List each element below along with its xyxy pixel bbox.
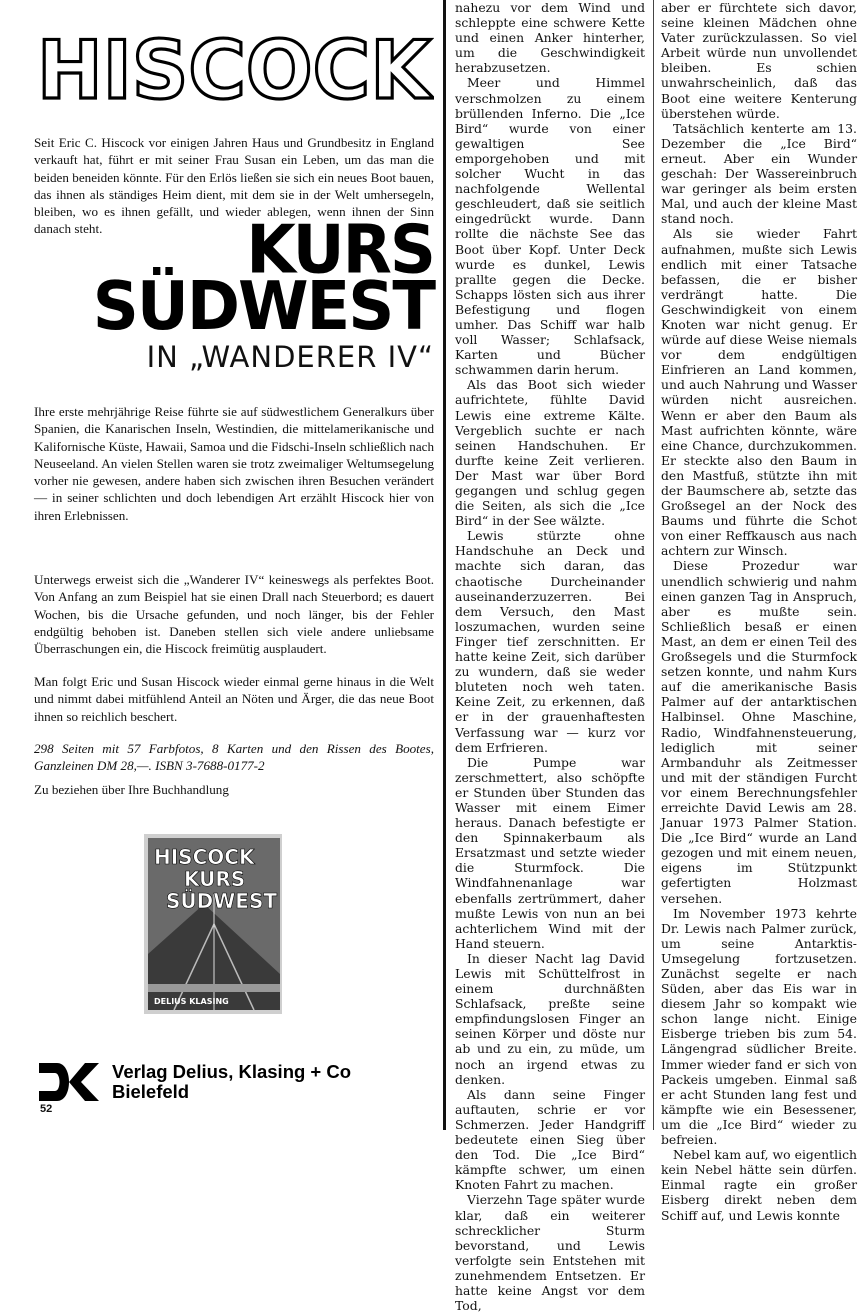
column-1-para-1: nahezu vor dem Wind und schleppte eine schwere Kette und einen Anker hinterher, um die Geschwindigkeit herabzusetzen. — [455, 0, 645, 76]
column-1-para-8: Vierzehn Tage später wurde klar, daß ein weiterer schrecklicher Sturm bevorstand, und Lewis verfolgte sein Entstehen mit zunehmendem Entsetzen. Er hatte keine Angst vor dem Tod, — [455, 1192, 645, 1313]
column-1-para-7: Als dann seine Finger auftauten, schrie er vor Schmerzen. Jeder Handgriff bedeutete einen Sieg über den Tod. Die „Ice Bird“ kämpfte schwer, um einen Knoten Fahrt zu machen. — [455, 1086, 645, 1193]
book-cover-publisher: DELIUS KLASING — [154, 997, 229, 1006]
description-paragraph-2: Unterwegs erweist sich die „Wanderer IV“ keineswegs als perfektes Boot. Von Anfang an zum Beispiel hat sie einen Drall nach Steuerbord; es dauert Wochen, bis die Ursache gefunden, und noch länger, bis der Fehler endgültig behoben ist. Daneben stellen sich viele andere unliebsame Überraschungen ein, die Hiscock freimütig ausplaudert. — [34, 572, 434, 657]
article-column-2 — [661, 0, 857, 1223]
book-specs: 298 Seiten mit 57 Farbfotos, 8 Karten und den Rissen des Bootes, Ganzleinen DM 28,—. ISBN 3-7688-0177-2 — [34, 741, 434, 774]
book-cover-line-1: HISCOCK — [154, 845, 255, 869]
description-paragraph-1: Ihre erste mehrjährige Reise führte sie auf südwestlichem Generalkurs über Spanien, die Kanarischen Inseln, Westindien, die mittelamerikanische und Kalifornische Küste, Hawaii, Samoa und die Fidschi-Inseln schließlich nach Neuseeland. An vielen Stellen waren sie trotz zweimaliger Weltumsegelung vorher nie gewesen, andere haben sich zwischen ihren Besuchen verändert — in seiner schlichten und doch lebendigen Art erzählt Hiscock hier von ihren Erlebnissen. — [34, 404, 434, 523]
column-1-para-2: Meer und Himmel verschmolzen zu einem brüllenden Inferno. Die „Ice Bird“ wurde von einer gewaltigen See emporgehoben und mit solcher Wucht in das nachfolgende Wellental geschleudert, daß sie seitlich eingedrückt wurde. Dann rollte die nächste See das Boot über Kopf. Unter Deck wurde es dunkel, Lewis prallte gegen die Decke. Schapps lösten sich aus ihrer Befestigung und flogen umher. Das Schiff war halb voll Wasser; Schlafsack, Karten und Bücher schwammen darin herum. — [455, 75, 645, 378]
column-divider — [653, 0, 654, 1130]
column-2-para-2: Tatsächlich kenterte am 13. Dezember die „Ice Bird“ erneut. Aber ein Wunder geschah: Der Wassereinbruch war geringer als beim ersten Mal, und auch der kleine Mast stand noch. — [661, 120, 857, 227]
book-subtitle: IN „WANDERER IV“ — [146, 340, 434, 374]
page-number: 52 — [40, 1103, 53, 1115]
book-title-line-2: SÜDWEST — [92, 268, 434, 346]
book-cover-line-2: KURS — [184, 867, 246, 891]
book-title-line-1: KURS — [246, 211, 434, 290]
publisher-line-1: Verlag Delius, Klasing + Co — [112, 1061, 352, 1082]
description-paragraph-3: Man folgt Eric und Susan Hiscock wieder einmal gerne hinaus in die Welt und nimmt dabei mitfühlend Anteil an Nöten und Ärger, die das neue Boot ihnen so reichlich beschert. — [34, 674, 434, 724]
column-1-para-3: Als das Boot sich wieder aufrichtete, fühlte David Lewis eine extreme Kälte. Vergeblich suchte er nach seinen Handschuhen. Er durfte keine Zeit verlieren. Der Mast war über Bord gegangen und schlug gegen die Seiten, als sich die „Ice Bird“ in der See wälzte. — [455, 377, 645, 529]
advertisement — [34, 0, 434, 1130]
publisher-name — [112, 1062, 432, 1102]
vertical-rule — [443, 0, 446, 1130]
book-cover-image — [144, 834, 282, 1014]
book-cover-line-3: SÜDWEST — [166, 889, 278, 913]
book-title — [34, 211, 434, 346]
column-1-para-6: In dieser Nacht lag David Lewis mit Schüttelfrost in einem durchnäßten Schlafsack, preßte seine empfindungslosen Finger an seinen Körper und döste nur ab und zu ein, zu müde, um noch an irgend etwas zu denken. — [455, 950, 645, 1087]
column-1-para-5: Die Pumpe war zerschmettert, also schöpfte er Stunden über Stunden das Wasser mit einem Eimer heraus. Danach befestigte er den Spinnakerbaum als Ersatzmast und setzte wieder die Sturmfock. Die Windfahnenanlage war ebenfalls zertrümmert, daher mußte Lewis von nun an bei achterlichem Wind mit der Hand steuern. — [455, 754, 645, 951]
hiscock-logo-title — [34, 30, 434, 108]
column-2-para-3: Als sie wieder Fahrt aufnahmen, mußte sich Lewis endlich mit einer Tatsache befassen, die er bisher verdrängt hatte. Die Geschwindigkeit von einem Knoten war nicht genug. Er würde auf diese Weise niemals vor dem endgültigen Einfrieren an Land kommen, und auch Nahrung und Wasser würden nicht ausreichen. Wenn er aber den Baum als Mast aufrichten könnte, wäre eine Chance, durchzukommen. Er steckte also den Baum in den Mastfuß, stützte ihn mit der Baumschere ab, setzte das Großsegel an der Nock des Baums und führte die Schot von einer Reffkausch aus nach achtern zur Winsch. — [661, 226, 857, 559]
publisher-line-2: Bielefeld — [112, 1081, 190, 1102]
column-1-para-4: Lewis stürzte ohne Handschuhe an Deck und machte sich daran, das chaotische Durcheinander auseinanderzuzerren. Bei dem Versuch, den Mast loszumachen, wurden seine Finger tief zerschnitten. Er hatte keine Zeit, sich darüber zu wundern, daß sie weder bluteten noch weh taten. Keine Zeit, zu erkennen, daß er in der grauenhaftesten Verfassung war — kurz vor dem Erfrieren. — [455, 528, 645, 755]
column-2-para-5: Im November 1973 kehrte Dr. Lewis nach Palmer zurück, um seine Antarktis-Umsegelung fortzusetzen. Zunächst segelte er nach Süden, aber das Eis war in diesem Jahr so kompakt wie schon lange nicht. Einige Eisberge trieben bis zum 54. Längengrad südlicher Breite. Immer wieder fand er sich von Packeis umgeben. Einmal saß er acht Stunden lang fest und kämpfte wie ein Besessener, um die „Ice Bird“ wieder zu befreien. — [661, 905, 857, 1148]
intro-paragraph: Seit Eric C. Hiscock vor einigen Jahren Haus und Grundbesitz in England verkauft hat, führt er mit seiner Frau Susan ein Leben, um das man die beiden beneiden könnte. Für den Erlös ließen sie sich ein neues Boot bauen, das ihnen als ständiges Heim dient, mit dem sie in der Welt umhersegeln, bleiben, wo es ihnen gefällt, und wieder ablegen, wenn ihnen der Sinn danach steht. — [34, 135, 434, 237]
publisher-logo-icon — [39, 1063, 99, 1101]
buy-note: Zu beziehen über Ihre Buchhandlung — [34, 782, 229, 797]
article-column-1 — [455, 0, 645, 1313]
column-2-para-1: aber er fürchtete sich davor, seine kleinen Mädchen ohne Vater zurückzulassen. So viel Arbeit würde nun unvollendet bleiben. Es schien unwahrscheinlich, daß das Boot eine weitere Kenterung überstehen würde. — [661, 0, 857, 121]
column-2-para-6: Nebel kam auf, wo eigentlich kein Nebel hätte sein dürfen. Einmal ragte ein großer Eisberg direkt neben dem Schiff auf, und Lewis konnte — [661, 1147, 857, 1223]
column-2-para-4: Diese Prozedur war unendlich schwierig und nahm einen ganzen Tag in Anspruch, aber es mußte sein. Schließlich besaß er einen Mast, an dem er einen Teil des Großsegels und die Sturmfock setzen konnte, und nahm Kurs auf die amerikanische Basis Palmer auf der antarktischen Halbinsel. Ohne Maschine, Radio, Windfahnensteuerung, lediglich mit seiner Armbanduhr als Zeitmesser und mit der ständigen Furcht vor einem Berechnungsfehler erreichte David Lewis am 28. Januar 1973 Palmer Station. Die „Ice Bird“ wurde an Land gezogen und mit einem neuen, eigens im Stützpunkt gefertigten Holzmast versehen. — [661, 558, 857, 906]
svg-text:HISCOCK: HISCOCK — [37, 30, 434, 108]
